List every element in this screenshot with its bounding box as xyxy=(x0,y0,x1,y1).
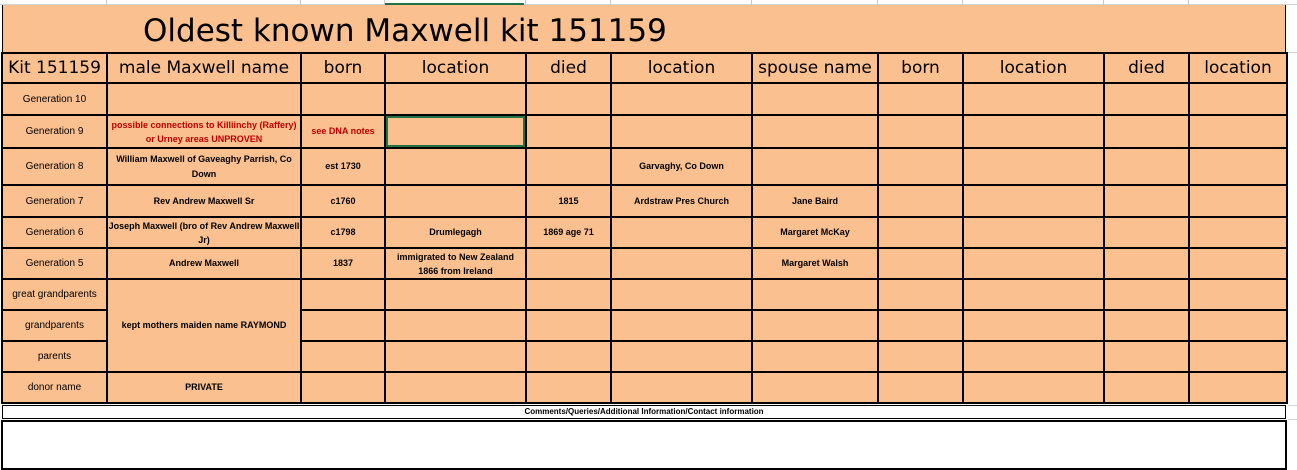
spouse-born-cell[interactable] xyxy=(878,279,963,310)
spouse-location-cell[interactable] xyxy=(963,217,1104,248)
spouse-location-cell[interactable] xyxy=(963,185,1104,217)
spouse-died-cell[interactable] xyxy=(1104,148,1189,185)
row-label[interactable]: Generation 6 xyxy=(2,217,107,248)
spouse-born-cell[interactable] xyxy=(878,148,963,185)
spouse-location-cell[interactable] xyxy=(963,83,1104,115)
spouse-cell[interactable]: Margaret Walsh xyxy=(752,248,878,279)
died-cell[interactable] xyxy=(526,83,611,115)
died-location-cell[interactable] xyxy=(611,341,752,372)
spouse-died-cell[interactable] xyxy=(1104,248,1189,279)
location-cell[interactable] xyxy=(385,310,526,341)
location-cell[interactable] xyxy=(385,372,526,403)
spouse-died-location-cell[interactable] xyxy=(1189,279,1287,310)
spouse-cell[interactable]: Jane Baird xyxy=(752,185,878,217)
spouse-born-cell[interactable] xyxy=(878,248,963,279)
spouse-born-cell[interactable] xyxy=(878,185,963,217)
spouse-location-cell[interactable] xyxy=(963,341,1104,372)
comments-label: Comments/Queries/Additional Information/Contact information xyxy=(524,407,764,416)
died-cell[interactable] xyxy=(526,115,611,148)
spouse-cell[interactable] xyxy=(752,115,878,148)
row-label[interactable]: Generation 5 xyxy=(2,248,107,279)
spouse-died-cell[interactable] xyxy=(1104,115,1189,148)
header-spouse-name[interactable]: spouse name xyxy=(752,53,878,83)
died-cell[interactable] xyxy=(526,248,611,279)
spouse-died-location-cell[interactable] xyxy=(1189,83,1287,115)
spouse-born-cell[interactable] xyxy=(878,310,963,341)
spouse-died-cell[interactable] xyxy=(1104,279,1189,310)
spouse-born-cell[interactable] xyxy=(878,115,963,148)
spouse-died-cell[interactable] xyxy=(1104,310,1189,341)
spouse-died-location-cell[interactable] xyxy=(1189,372,1287,403)
spouse-died-location-cell[interactable] xyxy=(1189,310,1287,341)
spouse-location-cell[interactable] xyxy=(963,279,1104,310)
born-cell[interactable]: 1837 xyxy=(301,248,385,279)
row-label[interactable]: Generation 8 xyxy=(2,148,107,185)
row-label[interactable]: Generation 9 xyxy=(2,115,107,148)
name-cell[interactable]: Andrew Maxwell xyxy=(107,248,301,279)
spouse-location-cell[interactable] xyxy=(963,148,1104,185)
header-spouse-died[interactable]: died xyxy=(1104,53,1189,83)
empty-gridline-column xyxy=(1288,5,1297,465)
row-label[interactable]: parents xyxy=(2,341,107,372)
table-row xyxy=(2,115,1287,148)
merged-name-cell[interactable]: kept mothers maiden name RAYMOND xyxy=(107,279,301,372)
died-location-cell[interactable] xyxy=(611,279,752,310)
spouse-cell[interactable] xyxy=(752,341,878,372)
spouse-born-cell[interactable] xyxy=(878,372,963,403)
born-cell[interactable] xyxy=(301,83,385,115)
spouse-died-location-cell[interactable] xyxy=(1189,185,1287,217)
name-cell[interactable]: PRIVATE xyxy=(107,372,301,403)
spouse-cell[interactable] xyxy=(752,372,878,403)
spouse-died-cell[interactable] xyxy=(1104,185,1189,217)
header-kit[interactable]: Kit 151159 xyxy=(2,53,107,83)
comments-label-cell[interactable] xyxy=(2,405,1286,419)
died-cell[interactable]: 1815 xyxy=(526,185,611,217)
spouse-born-cell[interactable] xyxy=(878,341,963,372)
location-cell[interactable] xyxy=(385,279,526,310)
spouse-location-cell[interactable] xyxy=(963,372,1104,403)
table-row xyxy=(2,83,1287,115)
comments-notes-area[interactable] xyxy=(1,420,1287,470)
name-cell[interactable]: Joseph Maxwell (bro of Rev Andrew Maxwell Jr) xyxy=(107,217,301,248)
spouse-died-cell[interactable] xyxy=(1104,217,1189,248)
header-spouse-born[interactable]: born xyxy=(878,53,963,83)
header-died[interactable]: died xyxy=(526,53,611,83)
born-cell[interactable] xyxy=(301,310,385,341)
died-cell[interactable] xyxy=(526,310,611,341)
row-label[interactable]: grandparents xyxy=(2,310,107,341)
born-cell[interactable]: c1760 xyxy=(301,185,385,217)
table-row xyxy=(2,248,1287,279)
table-row xyxy=(2,372,1287,403)
ancestry-table xyxy=(1,52,1288,404)
location-cell[interactable] xyxy=(385,341,526,372)
table-row xyxy=(2,279,1287,310)
died-location-cell[interactable]: Garvaghy, Co Down xyxy=(611,148,752,185)
row-label[interactable]: great grandparents xyxy=(2,279,107,310)
spouse-died-location-cell[interactable] xyxy=(1189,115,1287,148)
died-location-cell[interactable] xyxy=(611,248,752,279)
header-spouse-died-location[interactable]: location xyxy=(1189,53,1287,83)
spouse-cell[interactable] xyxy=(752,148,878,185)
spouse-died-cell[interactable] xyxy=(1104,83,1189,115)
died-location-cell[interactable]: Ardstraw Pres Church xyxy=(611,185,752,217)
table-row xyxy=(2,148,1287,185)
died-cell[interactable]: 1869 age 71 xyxy=(526,217,611,248)
name-cell[interactable]: William Maxwell of Gaveaghy Parrish, Co Down xyxy=(107,148,301,185)
spouse-died-cell[interactable] xyxy=(1104,372,1189,403)
spouse-location-cell[interactable] xyxy=(963,115,1104,148)
born-cell[interactable]: est 1730 xyxy=(301,148,385,185)
born-cell[interactable]: c1798 xyxy=(301,217,385,248)
born-cell[interactable]: see DNA notes xyxy=(301,115,385,148)
location-cell[interactable]: immigrated to New Zealand 1866 from Ireland xyxy=(385,248,526,279)
died-location-cell[interactable] xyxy=(611,217,752,248)
name-cell[interactable]: Rev Andrew Maxwell Sr xyxy=(107,185,301,217)
spouse-born-cell[interactable] xyxy=(878,83,963,115)
header-spouse-location[interactable]: location xyxy=(963,53,1104,83)
died-location-cell[interactable] xyxy=(611,83,752,115)
name-cell[interactable] xyxy=(107,83,301,115)
row-label[interactable]: donor name xyxy=(2,372,107,403)
spouse-died-cell[interactable] xyxy=(1104,341,1189,372)
location-cell[interactable] xyxy=(385,185,526,217)
sheet-title-cell[interactable] xyxy=(2,5,1286,52)
died-location-cell[interactable] xyxy=(611,310,752,341)
spouse-died-location-cell[interactable] xyxy=(1189,248,1287,279)
header-male-name[interactable]: male Maxwell name xyxy=(107,53,301,83)
header-born[interactable]: born xyxy=(301,53,385,83)
location-cell[interactable] xyxy=(385,83,526,115)
table-row xyxy=(2,217,1287,248)
location-cell-selected[interactable] xyxy=(385,115,526,148)
born-cell[interactable] xyxy=(301,341,385,372)
died-cell[interactable] xyxy=(526,148,611,185)
header-row xyxy=(2,53,1287,83)
born-cell[interactable] xyxy=(301,279,385,310)
table-row xyxy=(2,185,1287,217)
location-cell[interactable] xyxy=(385,148,526,185)
spouse-cell[interactable] xyxy=(752,279,878,310)
spouse-location-cell[interactable] xyxy=(963,310,1104,341)
spouse-died-location-cell[interactable] xyxy=(1189,148,1287,185)
spouse-location-cell[interactable] xyxy=(963,248,1104,279)
row-label[interactable]: Generation 7 xyxy=(2,185,107,217)
born-cell[interactable] xyxy=(301,372,385,403)
header-location[interactable]: location xyxy=(385,53,526,83)
spouse-born-cell[interactable] xyxy=(878,217,963,248)
row-label[interactable]: Generation 10 xyxy=(2,83,107,115)
header-died-location[interactable]: location xyxy=(611,53,752,83)
location-cell[interactable]: Drumlegagh xyxy=(385,217,526,248)
name-cell[interactable]: possible connections to Killiinchy (Raffery) or Urney areas UNPROVEN xyxy=(107,115,301,148)
died-cell[interactable] xyxy=(526,279,611,310)
spouse-cell[interactable] xyxy=(752,310,878,341)
sheet-title: Oldest known Maxwell kit 151159 xyxy=(143,13,667,49)
died-location-cell[interactable] xyxy=(611,115,752,148)
died-cell[interactable] xyxy=(526,372,611,403)
died-location-cell[interactable] xyxy=(611,372,752,403)
spouse-cell[interactable]: Margaret McKay xyxy=(752,217,878,248)
spouse-cell[interactable] xyxy=(752,83,878,115)
spouse-died-location-cell[interactable] xyxy=(1189,217,1287,248)
died-cell[interactable] xyxy=(526,341,611,372)
spouse-died-location-cell[interactable] xyxy=(1189,341,1287,372)
